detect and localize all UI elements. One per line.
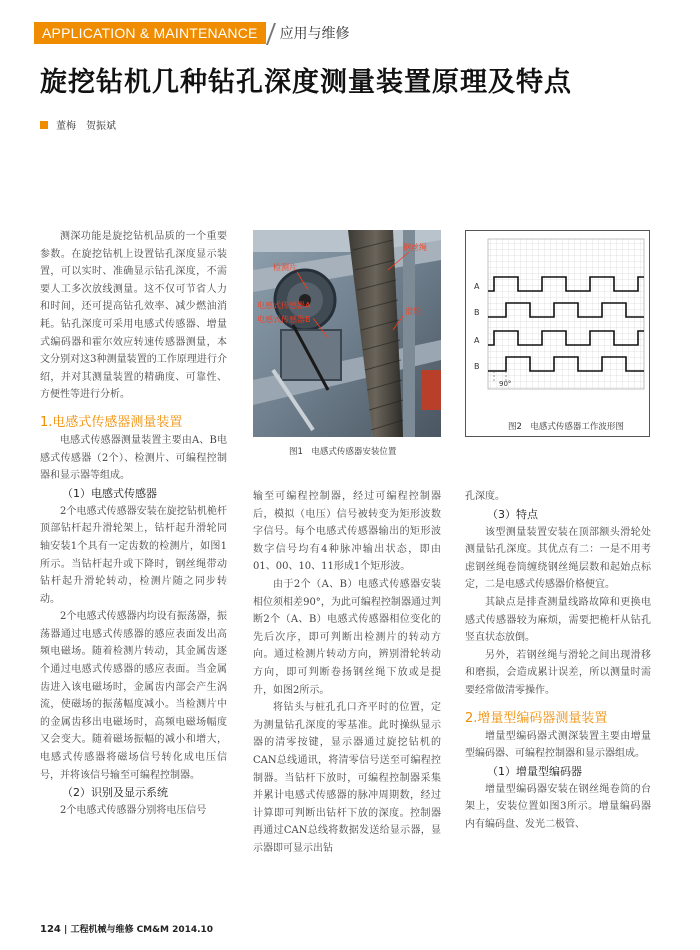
- paragraph: 该型测量装置安装在顶部额头滑轮处测量钻孔深度。其优点有二：一是不用考虑钢丝绳卷筒缠绕钢丝绳层数和起始点标定，二是电感式传感器价格便宜。: [465, 526, 651, 591]
- paragraph: 其缺点是排查测量线路故障和更换电感式传感器较为麻烦，需要把桅杆从钻孔竖直状态放倒。: [465, 596, 651, 644]
- authors-line: [40, 117, 116, 132]
- paragraph: 增量型编码器安装在钢丝绳卷筒的台架上，安装位置如图3所示。增量编码器内有编码盘、发光二极管、: [465, 783, 651, 830]
- label-detection-plate: 检测片: [273, 263, 297, 272]
- label-wire-rope: 钢丝绳: [403, 243, 427, 252]
- sheave-photo-illustration: [253, 230, 441, 437]
- paragraph: 2个电感式传感器内均设有振荡器，振荡器通过电感式传感器的感应表面发出高频电磁场。随着检测片转动，其金属齿逐个通过电感式传感器的感应表面。当金属齿进入该电磁场时，金属齿内部会产生涡流，使磁场的振荡幅度减小。当检测片中的金属齿移出电磁场时，高频电磁场幅度又会变大。随着磁场振幅的减小和增大，电感式传感器将磁场信号转化成电压信号，并将该信号输至可编程控制器。: [40, 611, 227, 781]
- channel-label-a2: A: [474, 336, 480, 345]
- page-number: 124: [40, 924, 61, 935]
- section-label-en: APPLICATION & MAINTENANCE: [34, 22, 266, 44]
- figure-1-photo: [253, 230, 441, 437]
- channel-label-b2: B: [474, 362, 480, 371]
- abstract-paragraph: 测深功能是旋挖钻机品质的一个重要参数。在旋挖钻机上设置钻孔深度显示装置，可以实时、准确显示钻孔深度，不需要人工多次放线测量。这不仅可节省人力和时间，还可提高钻孔效率、减少燃油消耗。钻孔深度可采用电感式传感器、增量式编码器和霍尔效应转速传感器测量，本文分别对这3种测量装置的工作原理进行介绍，并对其测量装置的精确度、可靠性、方便性等进行分析。: [40, 231, 227, 401]
- figure-1-caption: 图1 电感式传感器安装位置: [289, 447, 397, 457]
- paragraph: 2个电感式传感器分别将电压信号: [60, 805, 207, 817]
- figure-2-caption: 图2 电感式传感器工作波形图: [508, 422, 624, 432]
- paragraph: 2个电感式传感器安装在旋挖钻机桅杆顶部钻杆起升滑轮架上，钻杆起升滑轮同轴安装1个具有一定齿数的检测片，如图1所示。当钻杆起升或下降时，钢丝绳带动钻杆起升滑轮转动，检测片随之同步转动。: [40, 505, 227, 605]
- waveform-diagram: [466, 231, 649, 401]
- section-banner: [34, 22, 350, 44]
- author-marker-icon: [40, 121, 48, 129]
- banner-slash: [266, 22, 276, 44]
- footer-separator: |: [64, 925, 71, 935]
- subheading: （3）特点: [487, 507, 538, 521]
- subheading: （1）电感式传感器: [62, 486, 157, 500]
- paragraph: 电感式传感器测量装置主要由A、B电感式传感器（2个）、检测片、可编程控制器和显示器等组成。: [40, 434, 227, 482]
- section-heading-2: 2.增量型编码器测量装置: [465, 710, 608, 726]
- subheading: （1）增量型编码器: [487, 764, 582, 778]
- paragraph: 增量型编码器式测深装置主要由增量型编码器、可编程控制器和显示器组成。: [465, 730, 651, 760]
- label-sensor-b: 电感式传感器B: [257, 315, 311, 324]
- channel-label-b1: B: [474, 308, 480, 317]
- paragraph: 由于2个（A、B）电感式传感器安装相位须相差90°，为此可编程控制器通过判断2个（A、B）电感式传感器相位变化的先后次序，即可判断出检测片的转动方向。通过检测片转动方向，辨别滑轮转动方向，即可判断卷扬钢丝绳下放或是提升，如图2所示。: [253, 578, 441, 696]
- label-sensor-a: 电感式传感器A: [257, 301, 311, 310]
- phase-label: 90°: [499, 380, 512, 388]
- paragraph: 另外，若钢丝绳与滑轮之间出现滑移和磨损，会造成累计误差，所以测量时需要经常做清零操作。: [465, 649, 651, 696]
- paragraph: 孔深度。: [465, 491, 505, 502]
- paragraph: 输至可编程控制器，经过可编程控制器后，模拟（电压）信号被转变为矩形波数字信号。每个电感式传感器输出的矩形波数字信号均有4种脉冲输出状态，即由01、00、10、11形成1个矩形波。: [253, 491, 441, 573]
- article-title: 旋挖钻机几种钻孔深度测量装置原理及特点: [40, 67, 572, 98]
- section-heading-1: 1.电感式传感器测量装置: [40, 414, 183, 430]
- column-3: [465, 488, 651, 834]
- section-label-cn: 应用与维修: [279, 26, 350, 42]
- author-names: 董梅 贺振斌: [56, 121, 116, 132]
- figure-2-box: [465, 230, 650, 437]
- paragraph: 将钻头与桩孔孔口齐平时的位置，定为测量钻孔深度的零基准。此时操纵显示器的清零按键，显示器通过旋挖钻机的CAN总线通讯，将清零信号送至可编程控制器。当钻杆下放时，可编程控制器采集并累计电感式传感器的脉冲周期数，经过计算即可判断出钻杆下放的深度。控制器再通过CAN总线将数据发送给显示器，显示器即可显示出钻: [253, 702, 441, 854]
- column-1: [40, 228, 227, 820]
- subheading: （2）识别及显示系统: [62, 786, 168, 800]
- label-pulley: 滑轮: [405, 307, 421, 316]
- page-footer: [40, 922, 213, 935]
- column-2: [253, 488, 441, 857]
- journal-name: 工程机械与维修 CM&M 2014.10: [70, 925, 214, 935]
- channel-label-a1: A: [474, 282, 480, 291]
